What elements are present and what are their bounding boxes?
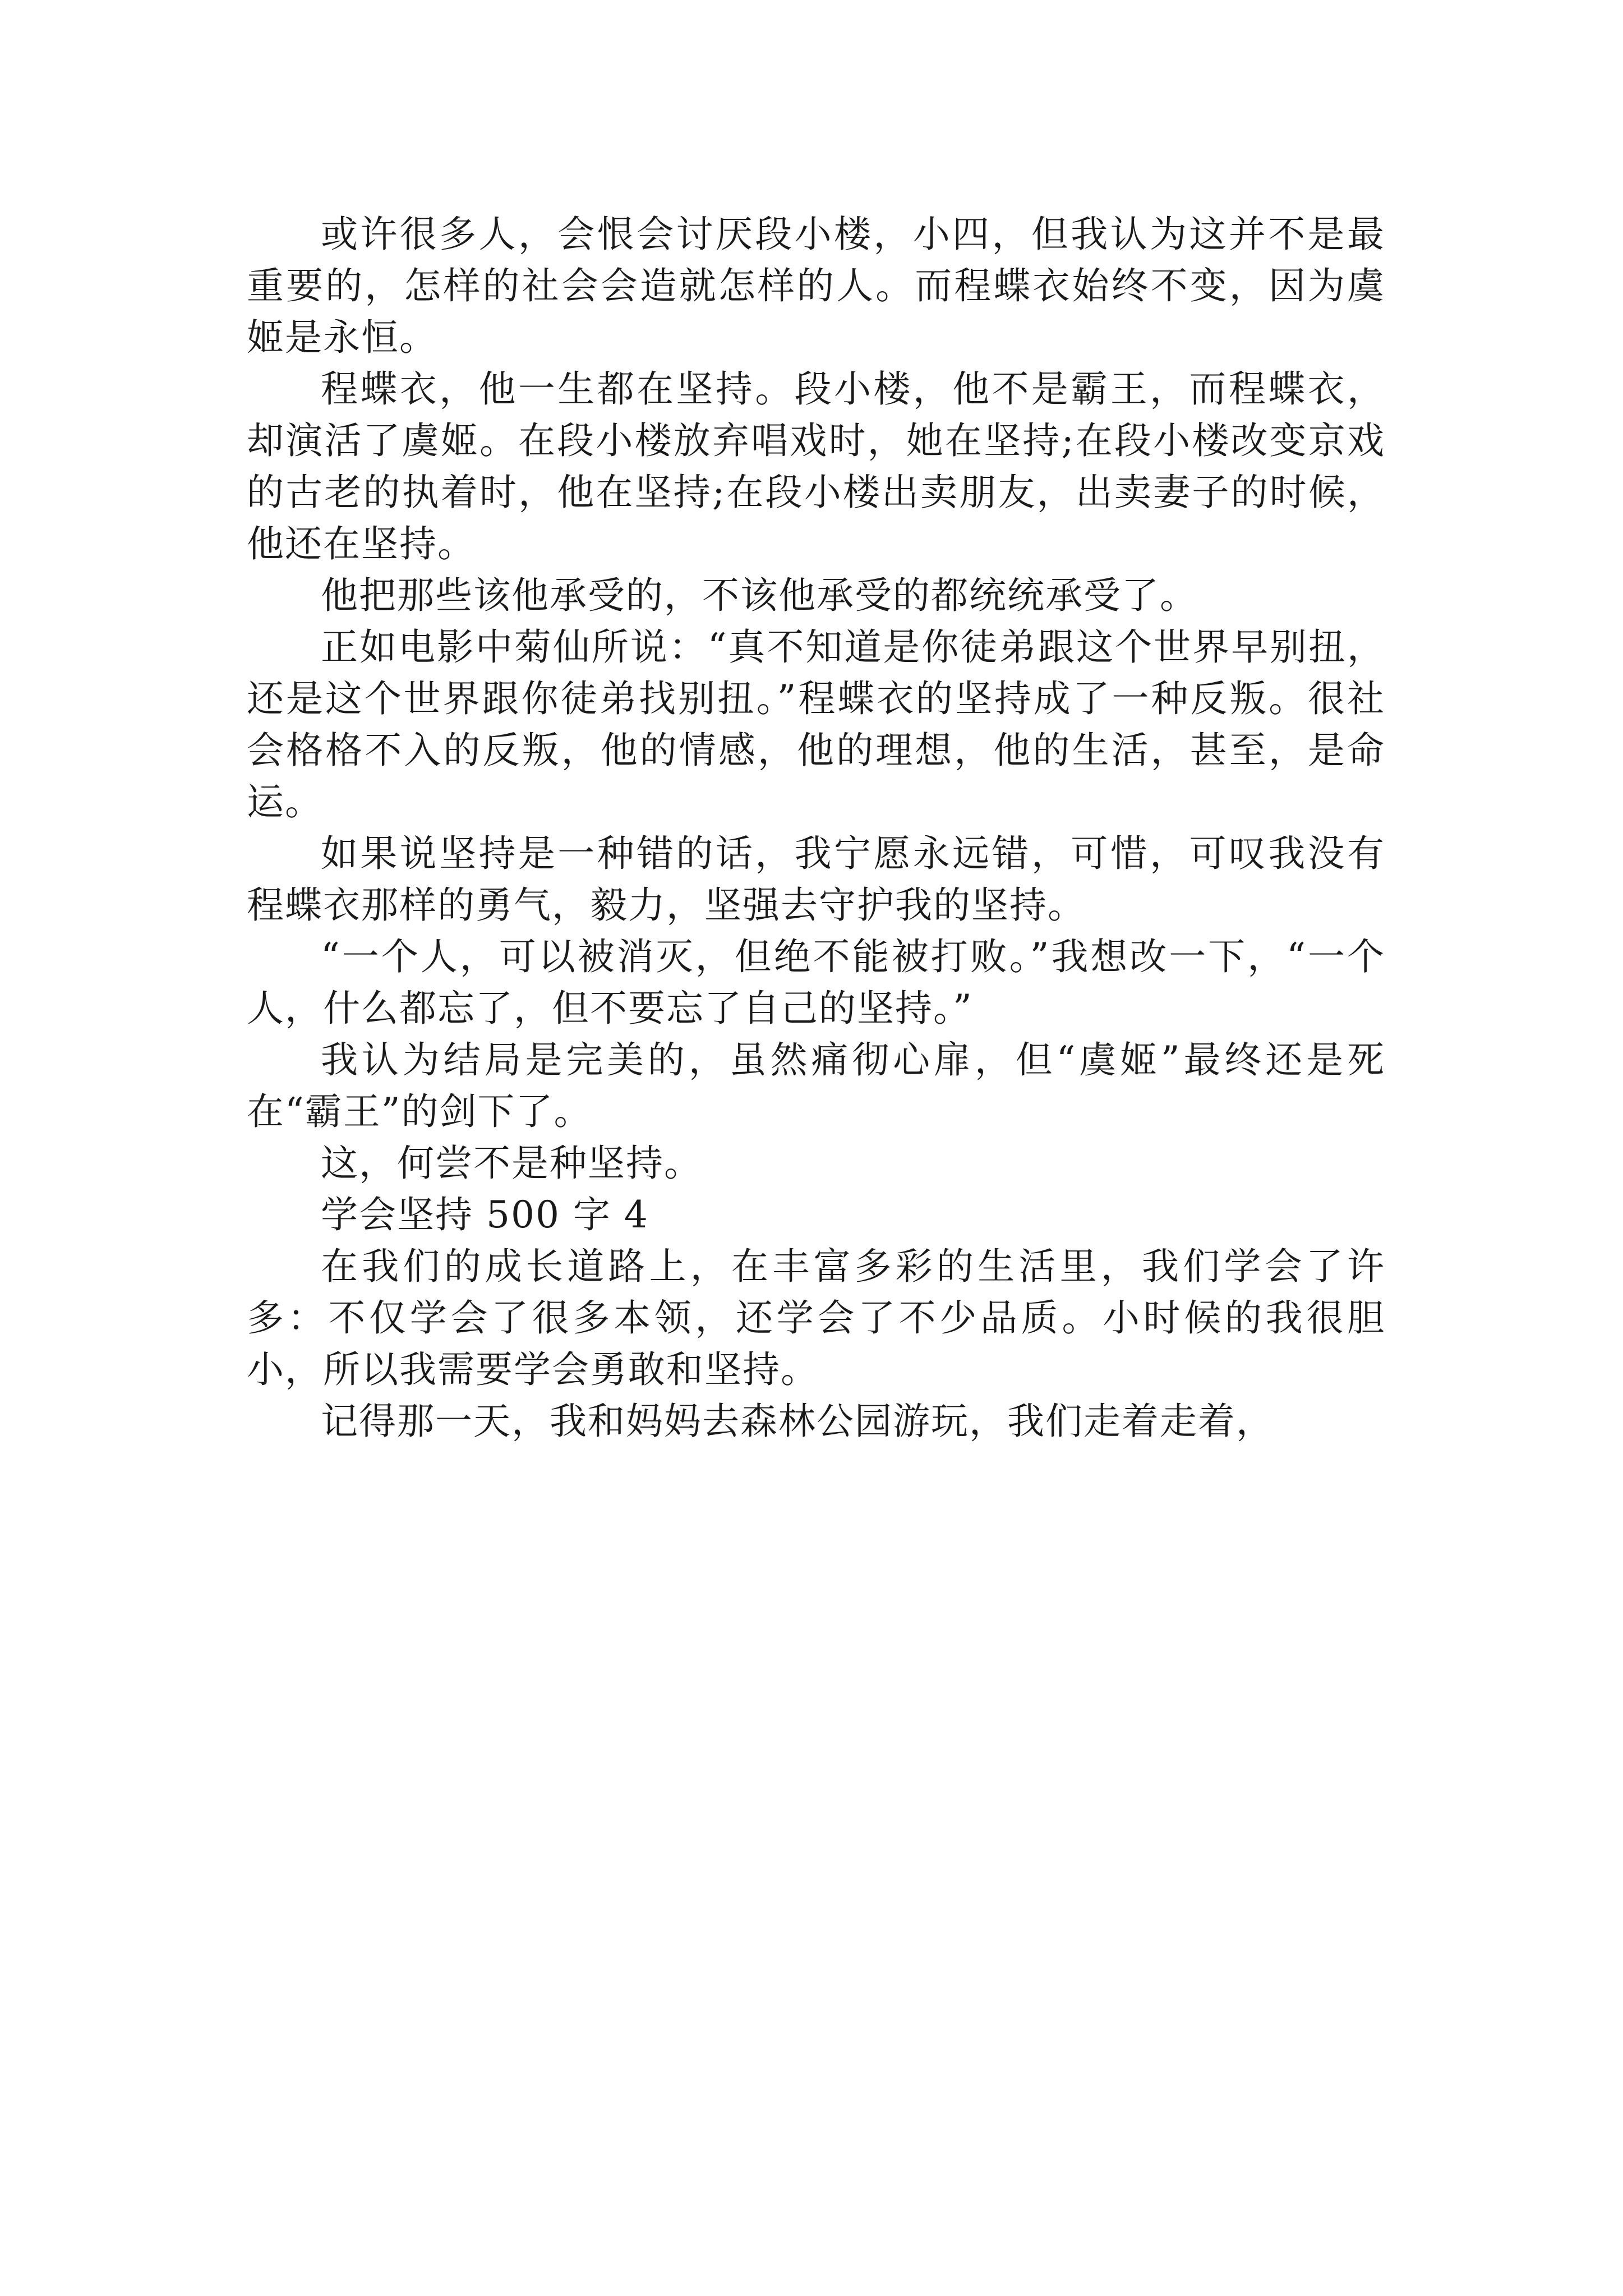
document-body xyxy=(247,209,1385,1447)
paragraph-10: 记得那一天，我和妈妈去森林公园游玩，我们走着走着， xyxy=(321,1400,1274,1443)
paragraph-7: 我认为结局是完美的，虽然痛彻心扉，但“虞姬”最终还是死在“霸王”的剑下了。 xyxy=(247,1038,1385,1133)
paragraph-2: 程蝶衣，他一生都在坚持。段小楼，他不是霸王，而程蝶衣，却演活了虞姬。在段小楼放弃唱戏时，她在坚持;在段小楼改变京戏的古老的执着时，他在坚持;在段小楼出卖朋友，出卖妻子的时候，他还在坚持。 xyxy=(247,367,1385,565)
paragraph-1: 或许很多人，会恨会讨厌段小楼，小四，但我认为这并不是最重要的，怎样的社会会造就怎样的人。而程蝶衣始终不变，因为虞姬是永恒。 xyxy=(247,213,1385,359)
section-heading: 学会坚持 500 字 4 xyxy=(321,1193,649,1236)
paragraph-4: 正如电影中菊仙所说：“真不知道是你徒弟跟这个世界早别扭，还是这个世界跟你徒弟找别扭。”程蝶衣的坚持成了一种反叛。很社会格格不入的反叛，他的情感，他的理想，他的生活，甚至，是命运。 xyxy=(247,625,1385,823)
paragraph-5: 如果说坚持是一种错的话，我宁愿永远错，可惜，可叹我没有程蝶衣那样的勇气，毅力，坚强去守护我的坚持。 xyxy=(247,832,1385,927)
paragraph-6: “一个人，可以被消灭，但绝不能被打败。”我想改一下，“一个人，什么都忘了，但不要忘了自己的坚持。” xyxy=(247,935,1385,1030)
paragraph-3: 他把那些该他承受的，不该他承受的都统统承受了。 xyxy=(321,574,1198,617)
paragraph-8: 这，何尝不是种坚持。 xyxy=(321,1142,702,1185)
paragraph-9: 在我们的成长道路上，在丰富多彩的生活里，我们学会了许多：不仅学会了很多本领，还学会了不少品质。小时候的我很胆小，所以我需要学会勇敢和坚持。 xyxy=(247,1245,1385,1391)
